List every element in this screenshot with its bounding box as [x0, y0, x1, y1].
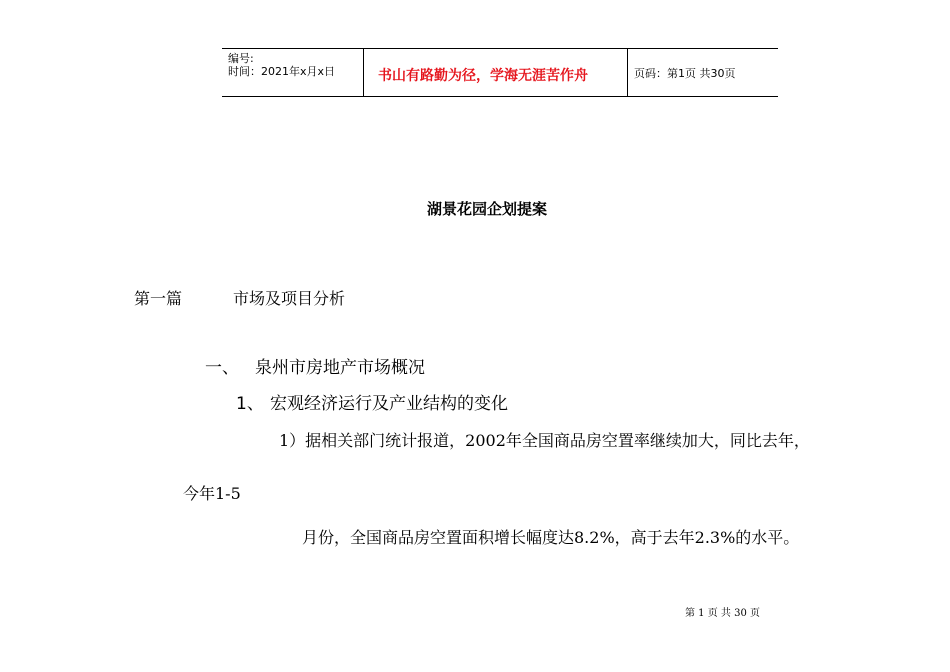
header-divider-left	[363, 48, 364, 97]
header-page-info: 页码：第1页 共30页	[634, 67, 736, 80]
header-time-label: 时间：2021年x月x日	[228, 65, 336, 78]
paragraph-line-2: 今年1-5	[183, 484, 241, 503]
document-title: 湖景花园企划提案	[427, 200, 548, 218]
section-title: 泉州市房地产市场概况	[255, 358, 425, 378]
subsection-title: 宏观经济运行及产业结构的变化	[270, 394, 508, 414]
header-top-rule	[222, 48, 778, 49]
header-divider-right	[627, 48, 628, 97]
footer-page-number: 第 1 页 共 30 页	[685, 608, 760, 619]
section-number: 一、	[205, 358, 239, 378]
header-number-label: 编号:	[228, 52, 254, 65]
paragraph-line-1: 1）据相关部门统计报道，2002年全国商品房空置率继续加大，同比去年，	[279, 431, 810, 450]
chapter-number: 第一篇	[134, 289, 183, 308]
subsection-number: 1、	[236, 394, 264, 414]
header-motto: 书山有路勤为径，学海无涯苦作舟	[378, 68, 588, 84]
chapter-title: 市场及项目分析	[233, 289, 346, 308]
paragraph-line-3: 月份，全国商品房空置面积增长幅度达8.2%，高于去年2.3%的水平。	[302, 528, 800, 547]
header-bottom-rule	[222, 96, 778, 97]
